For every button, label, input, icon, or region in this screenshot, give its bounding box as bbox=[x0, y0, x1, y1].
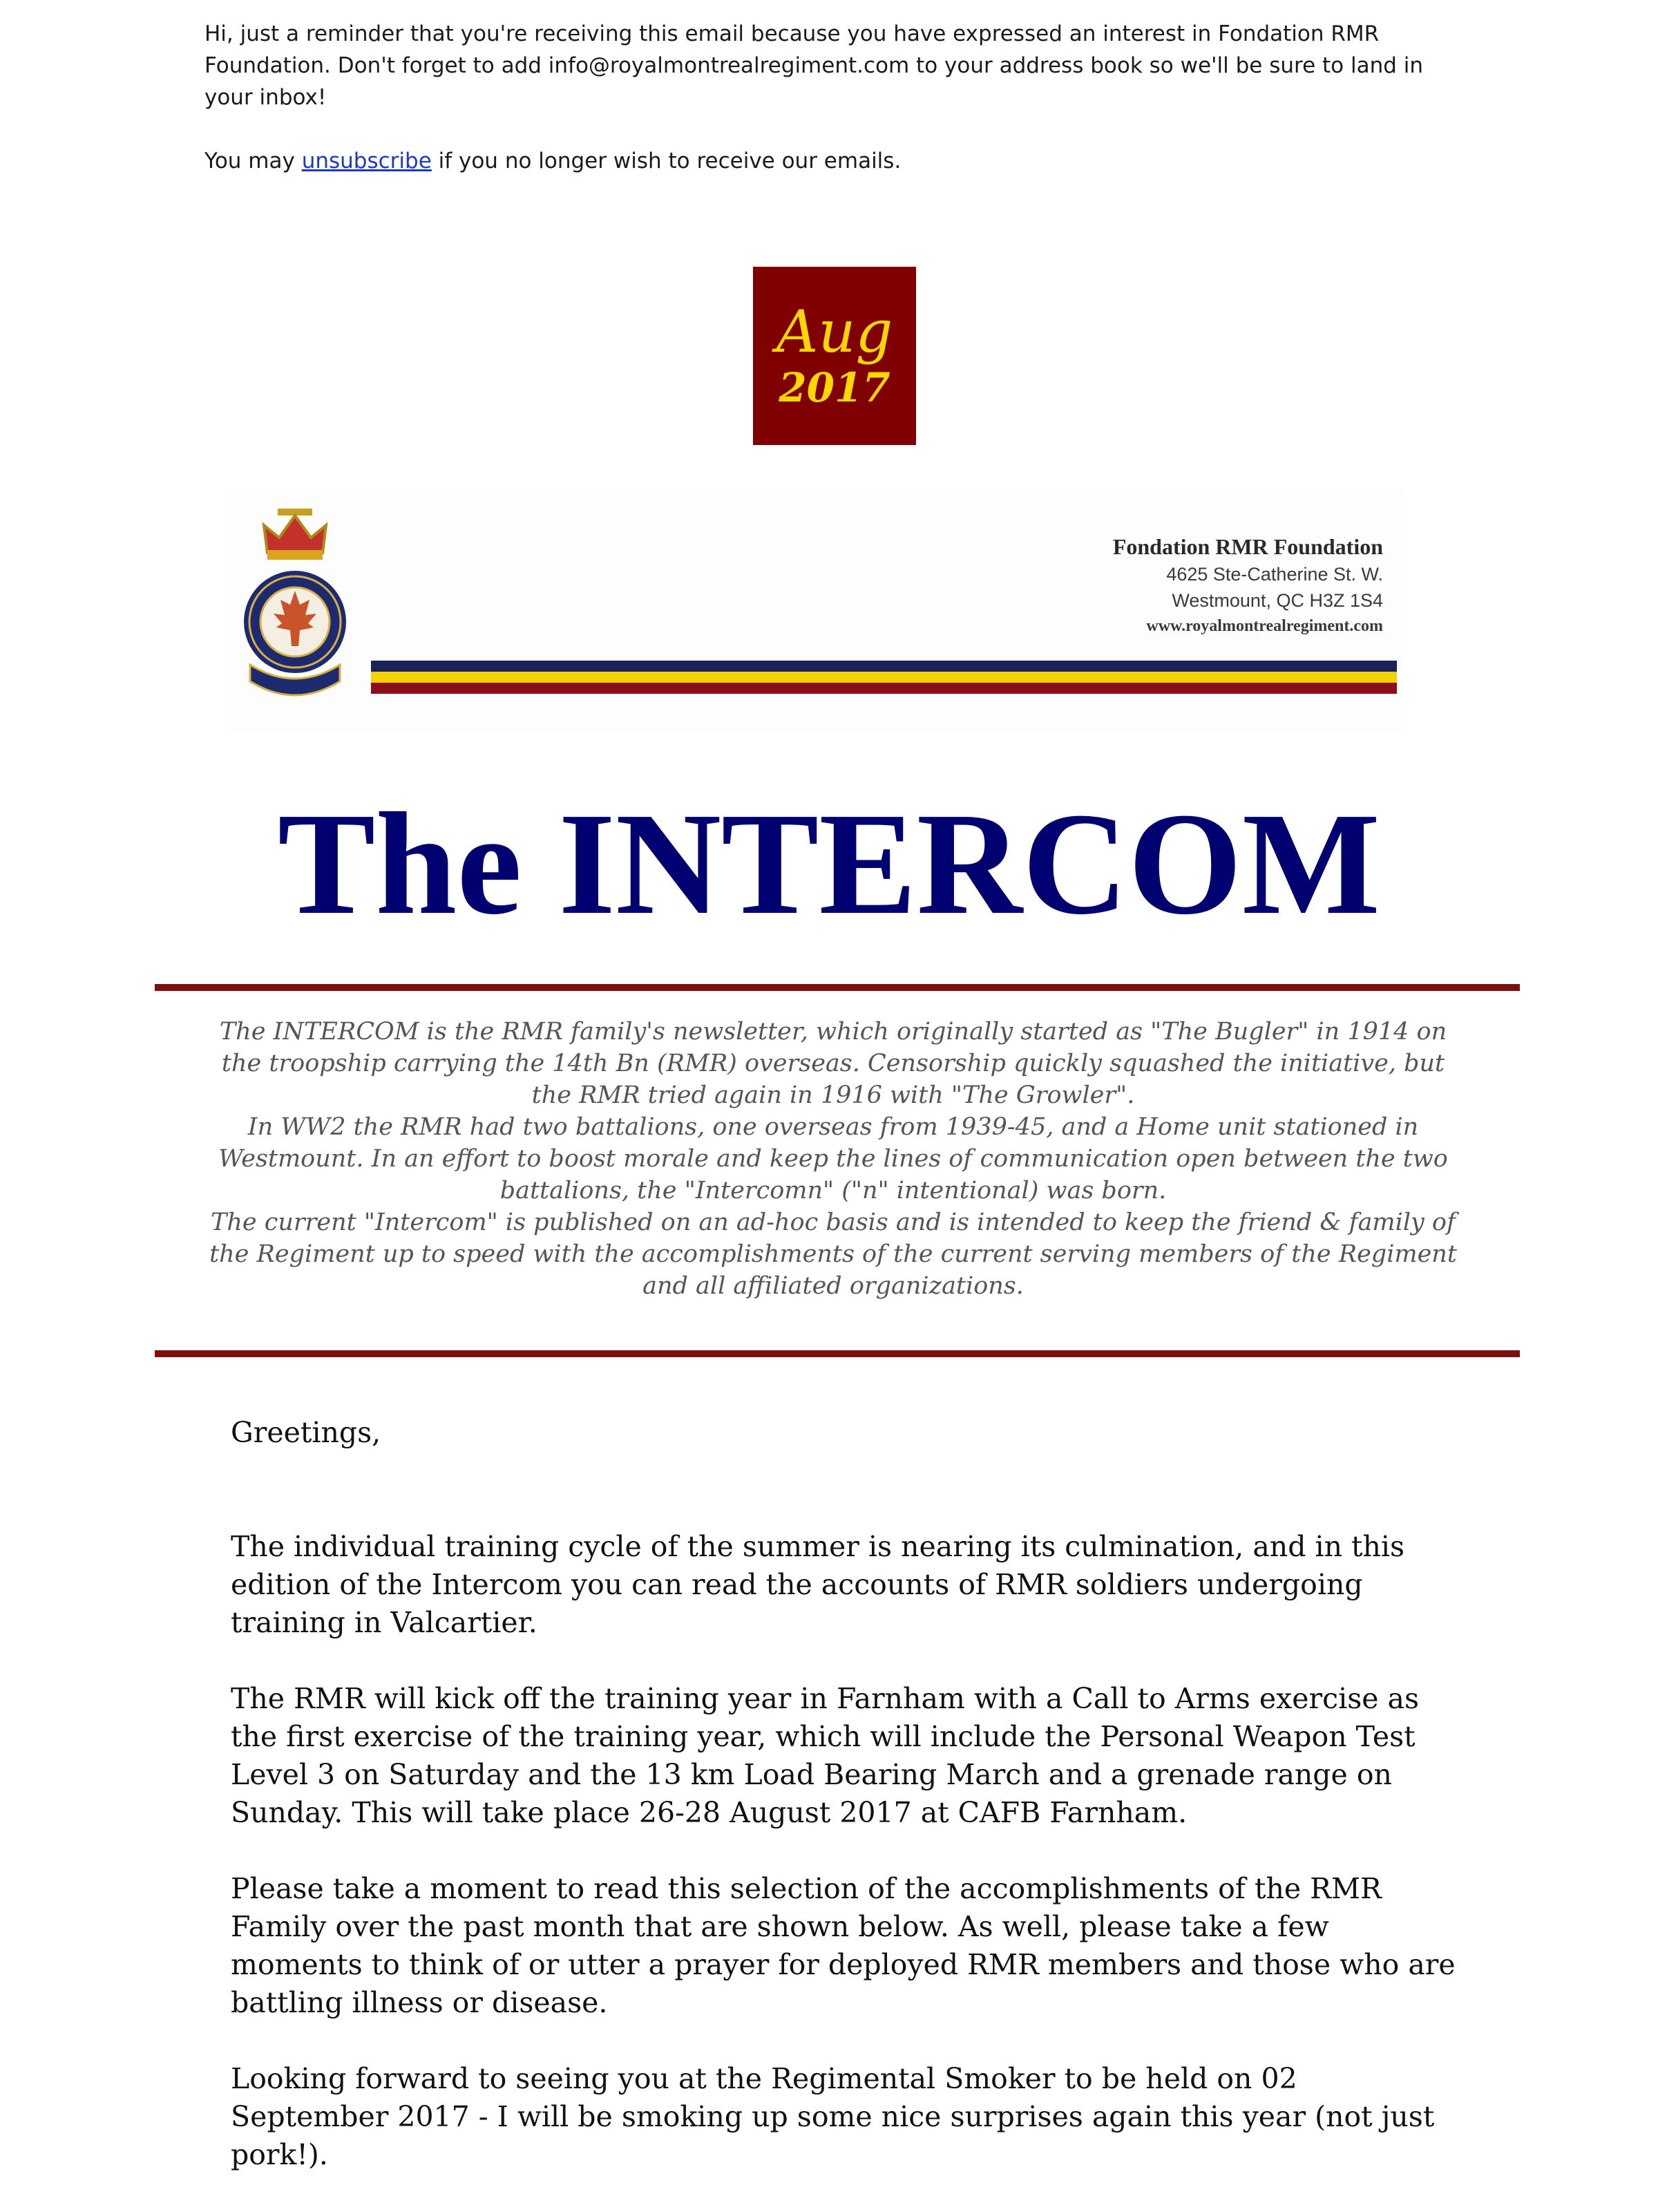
address-line-2: Westmount, QC H3Z 1S4 bbox=[1172, 590, 1383, 611]
body-paragraph: Looking forward to seeing you at the Regimental Smoker to be held on 02 September 2017 - I will be smoking up some nice surprises again this year (not just pork!). bbox=[231, 2062, 1435, 2171]
unsubscribe-link[interactable]: unsubscribe bbox=[301, 149, 432, 173]
unsubscribe-suffix: if you no longer wish to receive our emails. bbox=[431, 149, 902, 173]
greeting: Greetings, bbox=[231, 1416, 381, 1449]
intro-paragraph: In WW2 the RMR had two battalions, one overseas from 1939-45, and a Home unit stationed in Westmount. In an effort to boost morale and keep the lines of communication open between the two battalions, the "Intercomn" ("n" intentional) was born. bbox=[218, 1113, 1448, 1204]
foundation-name: Fondation RMR Foundation bbox=[1112, 534, 1383, 559]
email-notice bbox=[204, 18, 1434, 177]
divider-top bbox=[155, 984, 1520, 991]
newsletter-intro bbox=[204, 1016, 1462, 1302]
regiment-crest-logo bbox=[236, 504, 354, 712]
intro-paragraph: The current "Intercom" is published on an ad-hoc basis and is intended to keep the friend & family of the Regiment up to speed with the accomplishments of the current serving members of the Regiment and all affiliated organizations. bbox=[209, 1209, 1457, 1300]
unsubscribe-line bbox=[204, 145, 1434, 177]
body-paragraph: Please take a moment to read this selection of the accomplishments of the RMR Family over the past month that are shown below. As well, please take a few moments to think of or utter a prayer for deployed RMR members and those who are battling illness or disease. bbox=[231, 1872, 1456, 2019]
body-paragraph: The individual training cycle of the summer is nearing its culmination, and in this edition of the Intercom you can read the accounts of RMR soldiers undergoing training in Valcartier. bbox=[231, 1530, 1405, 1639]
unsubscribe-prefix: You may bbox=[204, 149, 302, 173]
stripe-yellow bbox=[371, 672, 1397, 683]
divider-bottom bbox=[155, 1350, 1520, 1357]
issue-date-box bbox=[753, 267, 916, 445]
stripe-red bbox=[371, 683, 1397, 694]
foundation-address-block bbox=[1113, 532, 1383, 639]
intro-paragraph: The INTERCOM is the RMR family's newsletter, which originally started as "The Bugler" in 1914 on the troopship carrying the 14th Bn (RMR) overseas. Censorship quickly squashed the initiative, but the RMR tried again in 1916 with "The Growler". bbox=[219, 1018, 1447, 1109]
address-line-1: 4625 Ste-Catherine St. W. bbox=[1166, 564, 1383, 585]
stripe-navy bbox=[371, 661, 1397, 672]
regimental-stripes bbox=[371, 661, 1397, 694]
issue-month: Aug bbox=[776, 298, 893, 366]
notice-text: Hi, just a reminder that you're receiving this email because you have expressed an interest in Fondation RMR Foundation. Don't forget to add info@royalmontrealregiment.com to your address book so we'll be sure to land in your inbox! bbox=[204, 21, 1424, 110]
issue-year: 2017 bbox=[779, 364, 890, 411]
letterhead-banner bbox=[229, 489, 1404, 732]
letter-body bbox=[231, 1414, 1460, 2212]
newsletter-title: The INTERCOM bbox=[277, 782, 1380, 945]
foundation-website: www.royalmontrealregiment.com bbox=[1146, 617, 1383, 635]
body-paragraph: The RMR will kick off the training year in Farnham with a Call to Arms exercise as the first exercise of the training year, which will include the Personal Weapon Test Level 3 on Saturday and the 13 km Load Bearing March and a grenade range on Sunday. This will take place 26-28 August 2017 at CAFB Farnham. bbox=[231, 1682, 1420, 1829]
